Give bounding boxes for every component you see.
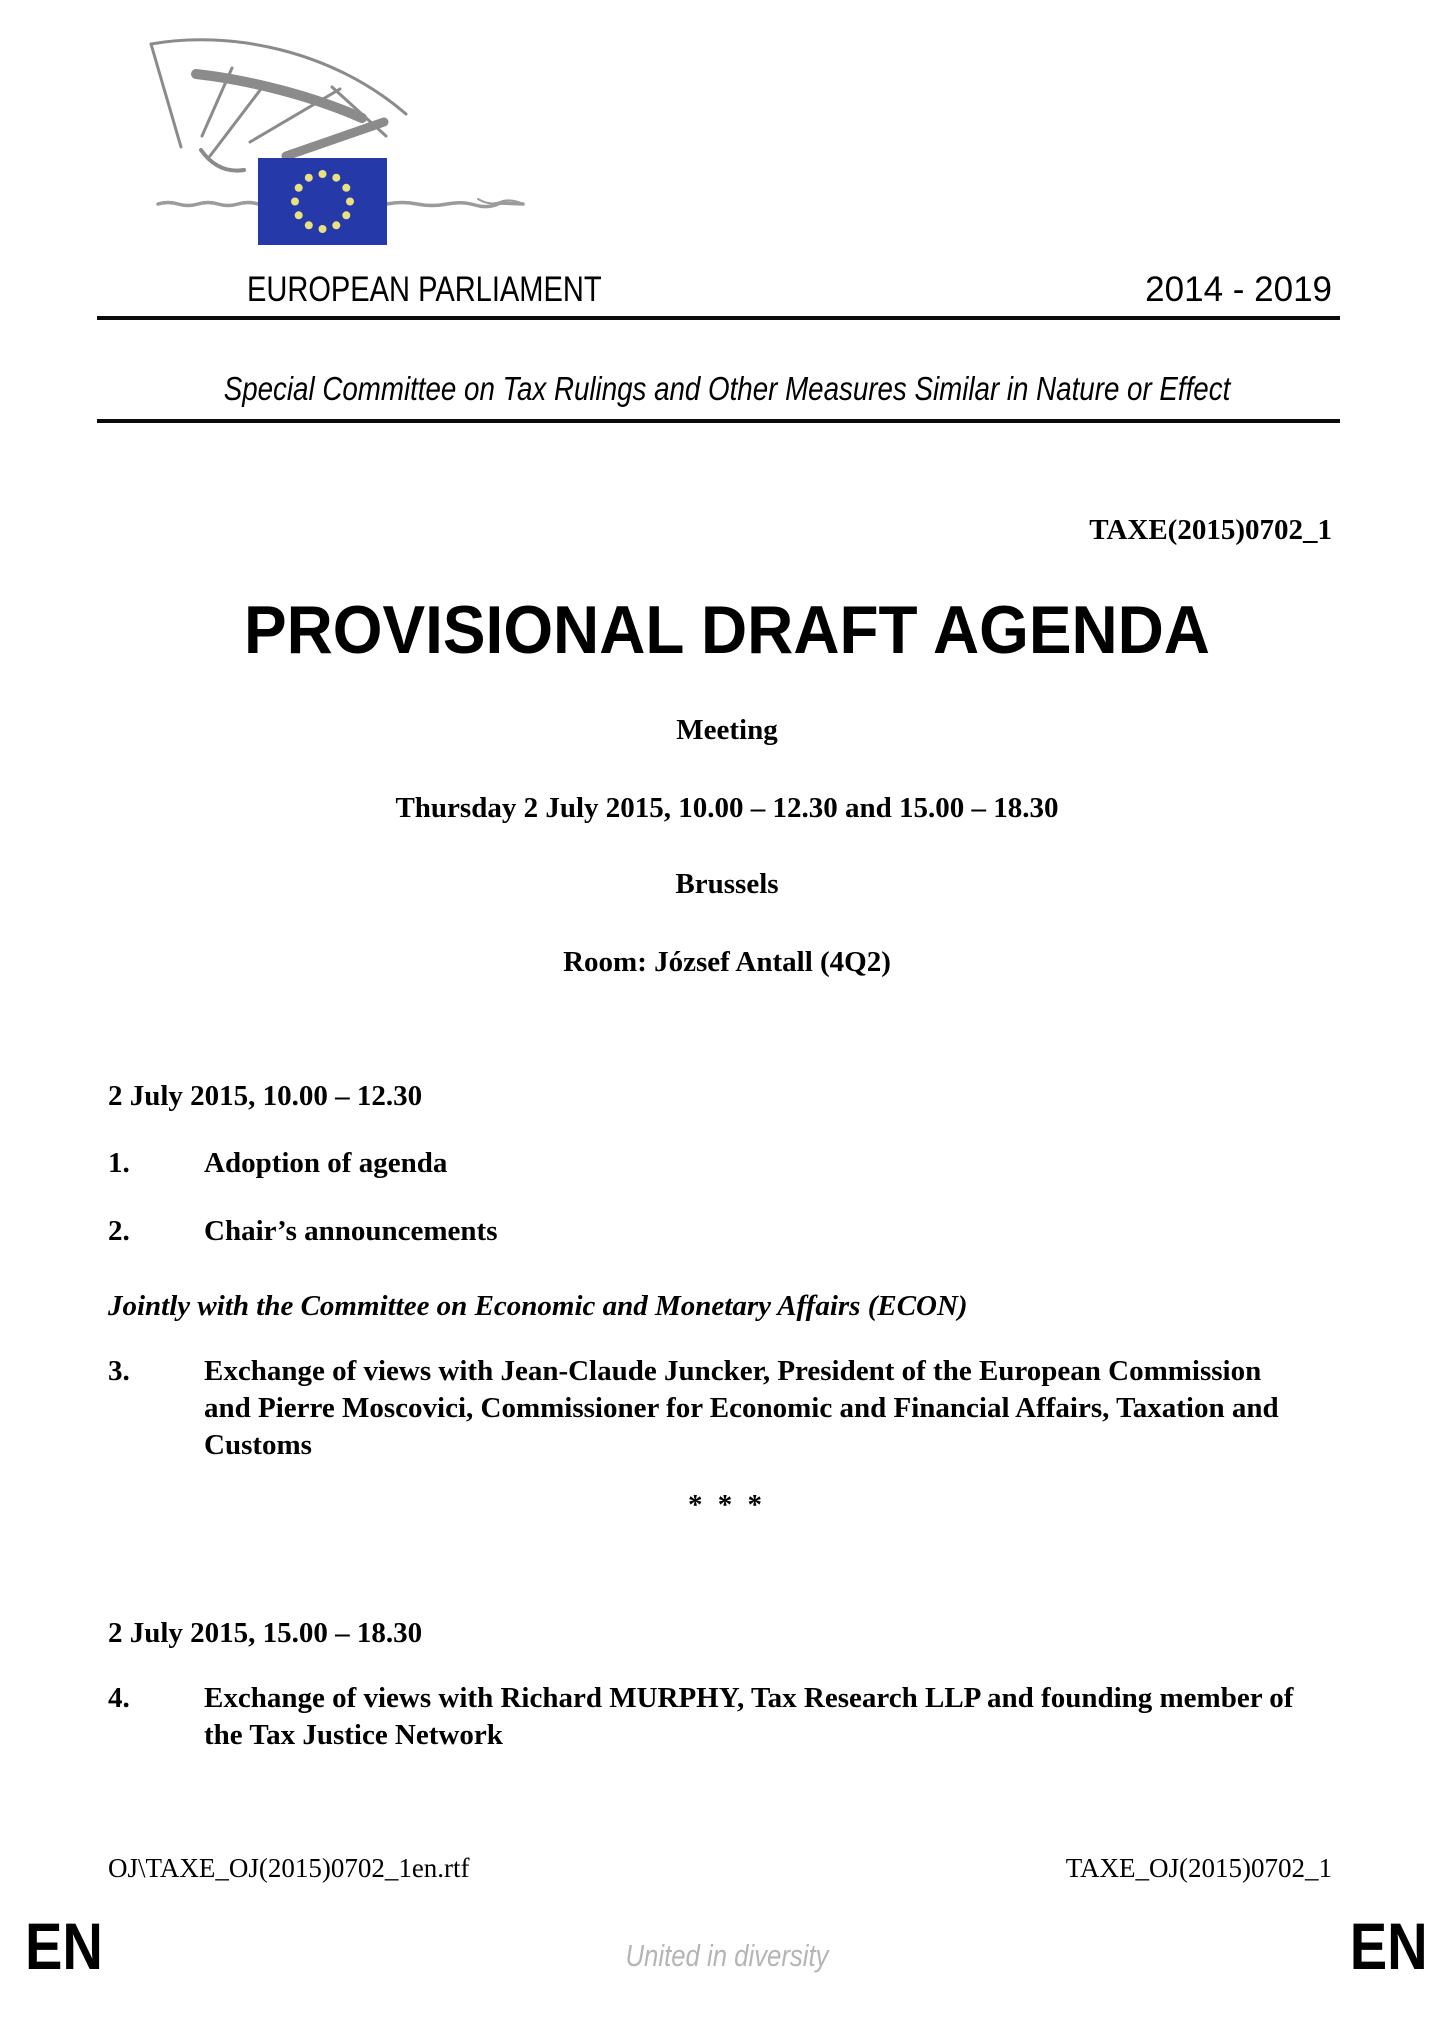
language-code-left: EN <box>25 1909 103 1983</box>
file-reference-right: TAXE_OJ(2015)0702_1 <box>1065 1853 1332 1883</box>
committee-name: Special Committee on Tax Rulings and Other Measures Similar in Nature or Effect <box>223 370 1231 407</box>
baseline-squiggle-right <box>387 203 523 207</box>
institution-name: EUROPEAN PARLIAMENT <box>247 270 602 309</box>
baseline-squiggle-left <box>158 203 258 206</box>
agenda-item <box>108 1217 1304 1246</box>
agenda-item-number: 3. <box>108 1355 130 1387</box>
meeting-label: Meeting <box>676 714 778 746</box>
eu-flag-star <box>295 184 303 192</box>
eu-flag-star <box>291 198 299 206</box>
agenda-item <box>108 1149 1304 1178</box>
hemicycle-left-edge <box>151 44 181 147</box>
eu-flag-star <box>305 174 313 182</box>
eu-flag-star <box>295 211 303 219</box>
hemicycle-bottom-arc <box>201 150 244 171</box>
hemicycle-outer-arc <box>151 40 406 114</box>
horizontal-rule-top <box>97 316 1340 320</box>
document-title: PROVISIONAL DRAFT AGENDA <box>244 592 1210 668</box>
agenda-item <box>108 1353 1304 1464</box>
eu-flag-star <box>342 211 350 219</box>
hemicycle-thick-diagonal <box>286 122 384 156</box>
eu-flag-star <box>319 225 327 233</box>
agenda-item-text: Exchange of views with Richard MURPHY, Tax Research LLP and founding member of the Tax Justice Network <box>204 1682 1294 1751</box>
meeting-datetime: Thursday 2 July 2015, 10.00 – 12.30 and 15.00 – 18.30 <box>395 792 1059 824</box>
language-code-right: EN <box>1350 1909 1428 1983</box>
eu-flag-star <box>332 221 340 229</box>
motto: United in diversity <box>625 1938 829 1973</box>
section-separator: * * * <box>688 1489 766 1521</box>
agenda-item-text: Exchange of views with Jean-Claude Juncker, President of the European Commission and Pierre Moscovici, Commissioner for Economic and Financial Affairs, Taxation and Customs <box>204 1355 1279 1461</box>
eu-flag-star <box>319 170 327 178</box>
file-reference-left: OJ\TAXE_OJ(2015)0702_1en.rtf <box>108 1853 470 1883</box>
agenda-item <box>108 1680 1304 1754</box>
horizontal-rule-bottom <box>97 419 1340 423</box>
session-heading: 2 July 2015, 15.00 – 18.30 <box>108 1617 423 1649</box>
european-parliament-logo <box>110 28 530 253</box>
agenda-item-text: Adoption of agenda <box>204 1147 448 1179</box>
agenda-item-number: 1. <box>108 1147 130 1179</box>
agenda-item-number: 4. <box>108 1682 130 1714</box>
eu-flag-star <box>342 184 350 192</box>
parliamentary-term: 2014 - 2019 <box>1145 270 1332 309</box>
agenda-item-text: Chair’s announcements <box>204 1215 498 1247</box>
agenda-item-number: 2. <box>108 1215 130 1247</box>
hemicycle-spoke <box>210 85 264 156</box>
eu-flag-star <box>305 221 313 229</box>
meeting-location: Brussels <box>675 868 779 900</box>
meeting-room: Room: József Antall (4Q2) <box>563 946 891 978</box>
eu-flag-star <box>332 174 340 182</box>
eu-flag-star <box>346 198 354 206</box>
document-reference: TAXE(2015)0702_1 <box>1089 514 1332 546</box>
joint-committee-note: Jointly with the Committee on Economic and Monetary Affairs (ECON) <box>108 1290 968 1322</box>
session-heading: 2 July 2015, 10.00 – 12.30 <box>108 1080 423 1112</box>
